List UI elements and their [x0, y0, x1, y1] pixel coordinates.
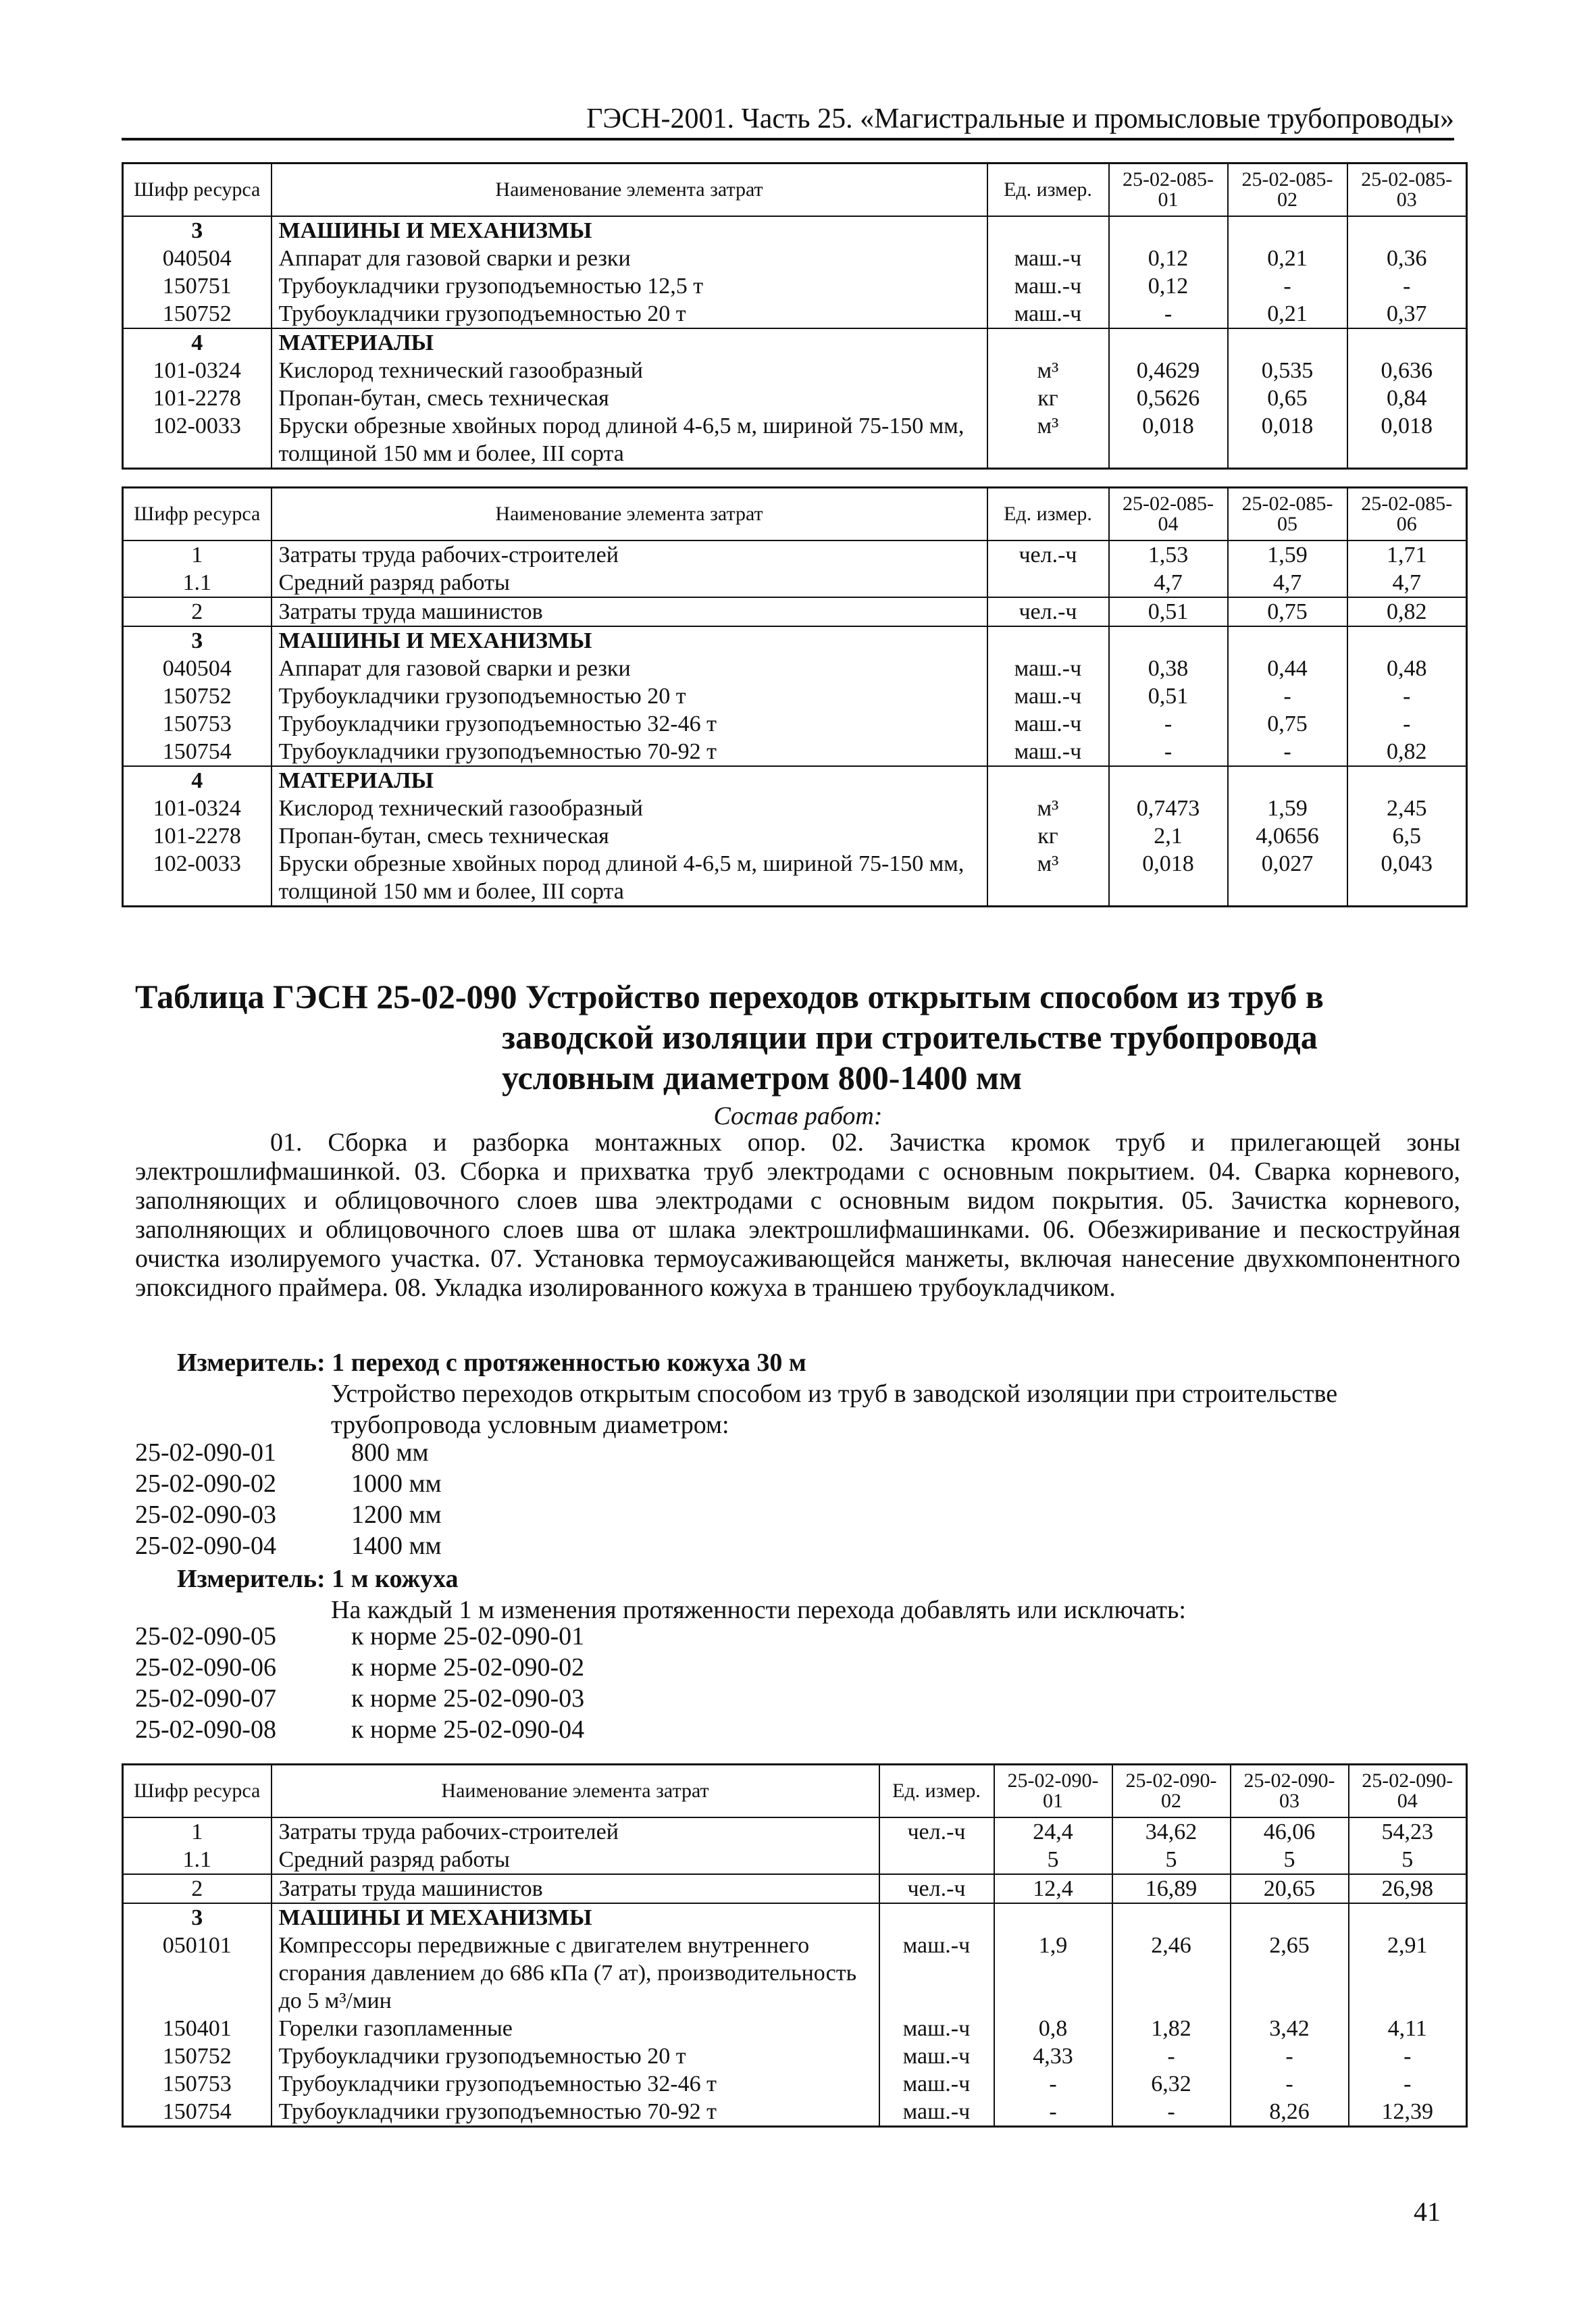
table-row	[123, 540, 1467, 569]
header-code: Шифр ресурса	[123, 1765, 272, 1818]
resource-code: 040504	[123, 655, 272, 682]
norm-code: 25-02-090-07	[135, 1684, 276, 1713]
value-cell: 5	[1112, 1846, 1231, 1874]
value-cell: 0,12	[1109, 245, 1228, 272]
value-cell: 0,636	[1347, 357, 1467, 384]
cost-element-name: Трубоукладчики грузоподъемностью 70-92 т	[272, 738, 987, 766]
value-cell: -	[1228, 682, 1347, 710]
value-cell: 0,84	[1347, 384, 1467, 412]
table-row	[123, 216, 1467, 245]
value-cell: 5	[1349, 1846, 1467, 1874]
table-row	[123, 2015, 1467, 2042]
value-cell	[1228, 216, 1347, 245]
header-norm-code: 25-02-090-04	[1349, 1765, 1467, 1818]
value-cell: 3,42	[1231, 2015, 1349, 2042]
header-name: Наименование элемента затрат	[272, 488, 987, 541]
unit-cell	[987, 766, 1109, 795]
resource-code: 1	[123, 1817, 272, 1846]
table-row	[123, 1932, 1467, 2015]
value-cell: 0,44	[1228, 655, 1347, 682]
value-cell: 0,75	[1228, 597, 1347, 626]
table-row	[123, 328, 1467, 357]
value-cell: 1,71	[1347, 540, 1467, 569]
value-cell: 4,0656	[1228, 822, 1347, 850]
resource-code: 150752	[123, 2042, 272, 2070]
value-cell: 0,4629	[1109, 357, 1228, 384]
unit-cell: маш.-ч	[879, 2042, 994, 2070]
measure-2: Измеритель: 1 м кожуха	[177, 1565, 459, 1593]
cost-element-name: Компрессоры передвижные с двигателем внутреннего сгорания давлением до 686 кПа (7 ат), производительность до 5 м³/мин	[272, 1932, 879, 2015]
value-cell: 1,9	[994, 1932, 1112, 2015]
cost-element-name: Затраты труда рабочих-строителей	[272, 540, 987, 569]
resource-code: 3	[123, 1903, 272, 1932]
value-cell: 24,4	[994, 1817, 1112, 1846]
value-cell	[1349, 1903, 1467, 1932]
cost-element-name: МАШИНЫ И МЕХАНИЗМЫ	[272, 626, 987, 655]
resource-code: 101-2278	[123, 384, 272, 412]
header-norm-code: 25-02-085-02	[1228, 164, 1347, 217]
unit-cell: маш.-ч	[879, 2015, 994, 2042]
value-cell: 0,38	[1109, 655, 1228, 682]
cost-element-name: Кислород технический газообразный	[272, 795, 987, 822]
measure-1-description: Устройство переходов открытым способом из труб в заводской изоляции при строительстве трубопровода условным диаметром:	[331, 1380, 1338, 1439]
table-row	[123, 822, 1467, 850]
cost-element-name: МАТЕРИАЛЫ	[272, 328, 987, 357]
norm-text: 1400 мм	[351, 1532, 442, 1560]
table-row	[123, 1846, 1467, 1874]
resource-code: 1.1	[123, 569, 272, 597]
value-cell	[1347, 626, 1467, 655]
unit-cell: м³	[987, 357, 1109, 384]
norms-table-090	[122, 1763, 1468, 2128]
unit-cell: маш.-ч	[987, 738, 1109, 766]
unit-cell	[987, 216, 1109, 245]
value-cell: -	[994, 2098, 1112, 2127]
value-cell: -	[1231, 2070, 1349, 2098]
cost-element-name: Пропан-бутан, смесь техническая	[272, 822, 987, 850]
value-cell: -	[1109, 300, 1228, 328]
norm-code: 25-02-090-06	[135, 1653, 276, 1682]
value-cell: 0,48	[1347, 655, 1467, 682]
unit-cell	[987, 328, 1109, 357]
value-cell: 0,018	[1347, 412, 1467, 469]
header-norm-code: 25-02-090-01	[994, 1765, 1112, 1818]
value-cell	[1228, 328, 1347, 357]
value-cell: 0,12	[1109, 272, 1228, 300]
value-cell: 0,37	[1347, 300, 1467, 328]
value-cell: 4,7	[1347, 569, 1467, 597]
table-row	[123, 1874, 1467, 1903]
value-cell	[1109, 216, 1228, 245]
norm-text: к норме 25-02-090-02	[351, 1653, 585, 1682]
header-norm-code: 25-02-090-03	[1231, 1765, 1349, 1818]
table-row	[123, 655, 1467, 682]
header-unit: Ед. измер.	[879, 1765, 994, 1818]
value-cell: 0,82	[1347, 738, 1467, 766]
unit-cell: маш.-ч	[987, 655, 1109, 682]
value-cell: 0,21	[1228, 300, 1347, 328]
table-row	[123, 300, 1467, 328]
table-row	[123, 2042, 1467, 2070]
norm-text: 800 мм	[351, 1438, 429, 1467]
cost-element-name: Затраты труда рабочих-строителей	[272, 1817, 879, 1846]
cost-element-name: Затраты труда машинистов	[272, 1874, 879, 1903]
section-title-line-1: Таблица ГЭСН 25-02-090 Устройство переходов открытым способом из труб в	[135, 978, 1324, 1015]
cost-element-name: Кислород технический газообразный	[272, 357, 987, 384]
value-cell: 1,59	[1228, 795, 1347, 822]
unit-cell: м³	[987, 850, 1109, 907]
value-cell: 12,4	[994, 1874, 1112, 1903]
value-cell: 6,32	[1112, 2070, 1231, 2098]
value-cell	[1231, 1903, 1349, 1932]
resource-code: 150754	[123, 2098, 272, 2127]
table-row	[123, 2098, 1467, 2127]
table-row	[123, 384, 1467, 412]
header-norm-code: 25-02-085-05	[1228, 488, 1347, 541]
unit-cell: маш.-ч	[987, 245, 1109, 272]
cost-element-name: МАТЕРИАЛЫ	[272, 766, 987, 795]
table-row	[123, 597, 1467, 626]
table-row	[123, 1817, 1467, 1846]
cost-element-name: МАШИНЫ И МЕХАНИЗМЫ	[272, 216, 987, 245]
table-row	[123, 272, 1467, 300]
table-row	[123, 738, 1467, 766]
value-cell: 20,65	[1231, 1874, 1349, 1903]
value-cell: 4,11	[1349, 2015, 1467, 2042]
cost-element-name: Трубоукладчики грузоподъемностью 32-46 т	[272, 2070, 879, 2098]
value-cell: 0,018	[1109, 850, 1228, 907]
unit-cell: чел.-ч	[987, 597, 1109, 626]
resource-code: 101-0324	[123, 795, 272, 822]
value-cell: 0,75	[1228, 710, 1347, 738]
resource-code: 1.1	[123, 1846, 272, 1874]
cost-element-name: Аппарат для газовой сварки и резки	[272, 655, 987, 682]
unit-cell	[987, 569, 1109, 597]
cost-element-name: Трубоукладчики грузоподъемностью 20 т	[272, 300, 987, 328]
unit-cell: маш.-ч	[987, 272, 1109, 300]
resource-code: 101-0324	[123, 357, 272, 384]
value-cell: 1,82	[1112, 2015, 1231, 2042]
table-row	[123, 766, 1467, 795]
value-cell: 0,65	[1228, 384, 1347, 412]
table-row	[123, 1903, 1467, 1932]
value-cell	[1228, 626, 1347, 655]
resource-code: 101-2278	[123, 822, 272, 850]
page-number: 41	[1414, 2196, 1441, 2227]
value-cell: -	[1109, 738, 1228, 766]
cost-element-name: Бруски обрезные хвойных пород длиной 4-6,5 м, шириной 75-150 мм, толщиной 150 мм и более, III сорта	[272, 850, 987, 907]
resource-code: 2	[123, 597, 272, 626]
resource-code: 3	[123, 216, 272, 245]
measure-2-description: На каждый 1 м изменения протяженности перехода добавлять или исключать:	[331, 1596, 1186, 1624]
value-cell: 54,23	[1349, 1817, 1467, 1846]
table-row	[123, 569, 1467, 597]
value-cell	[1347, 766, 1467, 795]
value-cell: 46,06	[1231, 1817, 1349, 1846]
unit-cell: маш.-ч	[879, 1932, 994, 2015]
value-cell: -	[1231, 2042, 1349, 2070]
value-cell: 0,51	[1109, 597, 1228, 626]
value-cell: 6,5	[1347, 822, 1467, 850]
value-cell: 0,7473	[1109, 795, 1228, 822]
resource-code: 150401	[123, 2015, 272, 2042]
value-cell: 0,027	[1228, 850, 1347, 907]
works-subtitle: Состав работ:	[713, 1102, 883, 1130]
value-cell: 4,7	[1228, 569, 1347, 597]
header-norm-code: 25-02-085-03	[1347, 164, 1467, 217]
value-cell: 2,45	[1347, 795, 1467, 822]
norm-code: 25-02-090-01	[135, 1438, 276, 1467]
table-row	[123, 412, 1467, 469]
value-cell	[1347, 216, 1467, 245]
value-cell: 0,8	[994, 2015, 1112, 2042]
cost-element-name: Трубоукладчики грузоподъемностью 32-46 т	[272, 710, 987, 738]
norm-code: 25-02-090-04	[135, 1532, 276, 1560]
cost-element-name: Трубоукладчики грузоподъемностью 20 т	[272, 2042, 879, 2070]
value-cell: -	[1109, 710, 1228, 738]
value-cell: 12,39	[1349, 2098, 1467, 2127]
value-cell: -	[1347, 710, 1467, 738]
unit-cell: чел.-ч	[879, 1817, 994, 1846]
norms-table-085-01-03	[122, 162, 1468, 470]
value-cell: 2,46	[1112, 1932, 1231, 2015]
value-cell: 5	[994, 1846, 1112, 1874]
unit-cell: маш.-ч	[987, 682, 1109, 710]
table-row	[123, 850, 1467, 907]
value-cell	[1347, 328, 1467, 357]
value-cell: 16,89	[1112, 1874, 1231, 1903]
resource-code: 040504	[123, 245, 272, 272]
value-cell	[1112, 1903, 1231, 1932]
resource-code: 3	[123, 626, 272, 655]
value-cell: -	[1349, 2070, 1467, 2098]
works-description: 01. Сборка и разборка монтажных опор. 02. Зачистка кромок труб и прилегающей зоны электрошлифмашинкой. 03. Сборка и прихватка труб электродами с основным покрытием. 04. Сварка корневого, заполняющих и облицовочного слоев шва электродами с основным видом покрытия. 05. Зачистка корневого, заполняющих и облицовочного слоев шва от шлака электрошлифмашинками. 06. Обезжиривание и пескоструйная очистка изолируемого участка. 07. Установка термоусаживающейся манжеты, включая нанесение двухкомпонентного эпоксидного праймера. 08. Укладка изолированного кожуха в траншею трубоукладчиком.	[135, 1128, 1460, 1302]
cost-element-name: Бруски обрезные хвойных пород длиной 4-6,5 м, шириной 75-150 мм, толщиной 150 мм и более, III сорта	[272, 412, 987, 469]
value-cell: 0,36	[1347, 245, 1467, 272]
header-name: Наименование элемента затрат	[272, 164, 987, 217]
table-row	[123, 795, 1467, 822]
value-cell: 2,1	[1109, 822, 1228, 850]
unit-cell: чел.-ч	[987, 540, 1109, 569]
header-unit: Ед. измер.	[987, 488, 1109, 541]
norms-table-085-04-06	[122, 486, 1468, 907]
resource-code: 150752	[123, 682, 272, 710]
value-cell	[1228, 766, 1347, 795]
cost-element-name: Средний разряд работы	[272, 1846, 879, 1874]
table-row	[123, 357, 1467, 384]
value-cell: 1,59	[1228, 540, 1347, 569]
value-cell: 5	[1231, 1846, 1349, 1874]
header-norm-code: 25-02-085-04	[1109, 488, 1228, 541]
unit-cell: кг	[987, 384, 1109, 412]
unit-cell	[879, 1903, 994, 1932]
norm-code: 25-02-090-02	[135, 1469, 276, 1498]
header-unit: Ед. измер.	[987, 164, 1109, 217]
cost-element-name: Затраты труда машинистов	[272, 597, 987, 626]
value-cell: 0,043	[1347, 850, 1467, 907]
table-row	[123, 710, 1467, 738]
value-cell: -	[1349, 2042, 1467, 2070]
resource-code: 102-0033	[123, 412, 272, 469]
value-cell: 2,91	[1349, 1932, 1467, 2015]
value-cell	[1109, 626, 1228, 655]
value-cell: 1,53	[1109, 540, 1228, 569]
value-cell: 0,51	[1109, 682, 1228, 710]
value-cell	[994, 1903, 1112, 1932]
resource-code: 150753	[123, 2070, 272, 2098]
unit-cell: чел.-ч	[879, 1874, 994, 1903]
cost-element-name: Горелки газопламенные	[272, 2015, 879, 2042]
resource-code: 4	[123, 328, 272, 357]
cost-element-name: Аппарат для газовой сварки и резки	[272, 245, 987, 272]
value-cell: 4,7	[1109, 569, 1228, 597]
norm-code: 25-02-090-08	[135, 1715, 276, 1744]
resource-code: 102-0033	[123, 850, 272, 907]
value-cell: 4,33	[994, 2042, 1112, 2070]
value-cell: 0,21	[1228, 245, 1347, 272]
unit-cell: м³	[987, 412, 1109, 469]
header-norm-code: 25-02-090-02	[1112, 1765, 1231, 1818]
unit-cell: маш.-ч	[879, 2098, 994, 2127]
table-row	[123, 245, 1467, 272]
value-cell: 26,98	[1349, 1874, 1467, 1903]
resource-code: 150753	[123, 710, 272, 738]
value-cell: 0,82	[1347, 597, 1467, 626]
norm-text: к норме 25-02-090-03	[351, 1684, 585, 1713]
unit-cell: маш.-ч	[987, 710, 1109, 738]
cost-element-name: Пропан-бутан, смесь техническая	[272, 384, 987, 412]
table-row	[123, 682, 1467, 710]
unit-cell: маш.-ч	[987, 300, 1109, 328]
value-cell: -	[1112, 2042, 1231, 2070]
value-cell: 2,65	[1231, 1932, 1349, 2015]
header-norm-code: 25-02-085-06	[1347, 488, 1467, 541]
table-row	[123, 626, 1467, 655]
header-code: Шифр ресурса	[123, 164, 272, 217]
cost-element-name: Средний разряд работы	[272, 569, 987, 597]
value-cell: 0,018	[1109, 412, 1228, 469]
measure-1: Измеритель: 1 переход с протяженностью кожуха 30 м	[177, 1349, 806, 1377]
value-cell: 0,5626	[1109, 384, 1228, 412]
value-cell: -	[994, 2070, 1112, 2098]
section-title	[135, 976, 1472, 1098]
value-cell	[1109, 328, 1228, 357]
resource-code: 1	[123, 540, 272, 569]
unit-cell: м³	[987, 795, 1109, 822]
unit-cell	[879, 1846, 994, 1874]
value-cell	[1109, 766, 1228, 795]
value-cell: -	[1347, 272, 1467, 300]
resource-code: 150751	[123, 272, 272, 300]
header-code: Шифр ресурса	[123, 488, 272, 541]
resource-code: 2	[123, 1874, 272, 1903]
resource-code: 050101	[123, 1932, 272, 2015]
norm-text: к норме 25-02-090-01	[351, 1622, 585, 1651]
unit-cell: кг	[987, 822, 1109, 850]
cost-element-name: Трубоукладчики грузоподъемностью 12,5 т	[272, 272, 987, 300]
resource-code: 4	[123, 766, 272, 795]
unit-cell: маш.-ч	[879, 2070, 994, 2098]
value-cell: 0,018	[1228, 412, 1347, 469]
value-cell: 0,535	[1228, 357, 1347, 384]
section-title-line-2: заводской изоляции при строительстве трубопровода	[502, 1018, 1318, 1056]
resource-code: 150754	[123, 738, 272, 766]
value-cell: -	[1228, 272, 1347, 300]
unit-cell	[987, 626, 1109, 655]
header-norm-code: 25-02-085-01	[1109, 164, 1228, 217]
table-row	[123, 2070, 1467, 2098]
cost-element-name: МАШИНЫ И МЕХАНИЗМЫ	[272, 1903, 879, 1932]
cost-element-name: Трубоукладчики грузоподъемностью 20 т	[272, 682, 987, 710]
value-cell: 34,62	[1112, 1817, 1231, 1846]
norm-code: 25-02-090-03	[135, 1501, 276, 1529]
resource-code: 150752	[123, 300, 272, 328]
norm-text: 1200 мм	[351, 1501, 442, 1529]
running-header: ГЭСН-2001. Часть 25. «Магистральные и промысловые трубопроводы»	[122, 100, 1454, 141]
header-name: Наименование элемента затрат	[272, 1765, 879, 1818]
section-title-line-3: условным диаметром 800-1400 мм	[502, 1059, 1023, 1097]
norm-text: к норме 25-02-090-04	[351, 1715, 585, 1744]
value-cell: 8,26	[1231, 2098, 1349, 2127]
value-cell: -	[1228, 738, 1347, 766]
cost-element-name: Трубоукладчики грузоподъемностью 70-92 т	[272, 2098, 879, 2127]
norm-code: 25-02-090-05	[135, 1622, 276, 1651]
value-cell: -	[1112, 2098, 1231, 2127]
norm-text: 1000 мм	[351, 1469, 442, 1498]
value-cell: -	[1347, 682, 1467, 710]
